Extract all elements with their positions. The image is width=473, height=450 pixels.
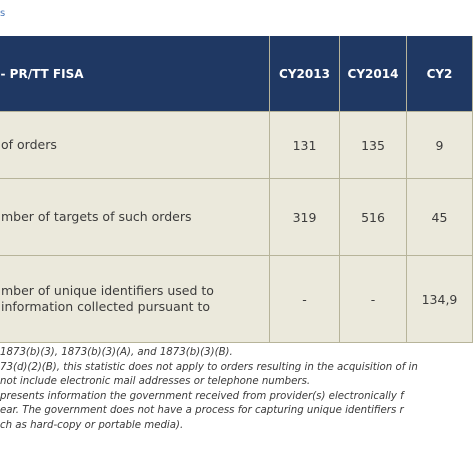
cell-value: 516 [340,179,407,256]
table-row [0,112,473,179]
footnote-line: presents information the government received from provider(s) electronically f [0,390,404,402]
footnote-line: 73(d)(2)(B), this statistic does not apply to orders resulting in the acquisition of in [0,361,418,373]
cell-value: - [270,256,340,343]
cell-value: 131 [270,112,340,179]
footnote-line: 1873(b)(3), 1873(b)(3)(A), and 1873(b)(3)(B). [0,347,233,358]
cell-value: 135 [340,112,407,179]
row-label-orders: of orders [0,112,270,179]
header-cy2015: CY2 [407,36,473,112]
header-cy2013: CY2013 [270,36,340,112]
fisa-statistics-table [0,36,473,343]
fisa-statistics-table-wrap [0,36,472,343]
cell-value: 45 [407,179,473,256]
cell-value: 9 [407,112,473,179]
top-link[interactable]: s [0,8,6,19]
cell-value: 319 [270,179,340,256]
header-cy2014: CY2014 [340,36,407,112]
row-label-targets: mber of targets of such orders [0,179,270,256]
header-label: - PR/TT FISA [0,36,270,112]
row-label-line: mber of unique identifiers used to [1,283,214,298]
footnote-line: ear. The government does not have a process for capturing unique identifiers r [0,405,404,417]
table-row [0,256,473,343]
table-header-row [0,36,473,112]
footnote-line: ch as hard-copy or portable media). [0,419,184,431]
cell-value: - [340,256,407,343]
row-label-line: information collected pursuant to [1,299,211,314]
table-footnotes [0,346,470,434]
footnote-line: not include electronic mail addresses or telephone numbers. [0,376,311,388]
cell-value: 134,9 [407,256,473,343]
table-row [0,179,473,256]
row-label-unique-identifiers [0,256,270,343]
